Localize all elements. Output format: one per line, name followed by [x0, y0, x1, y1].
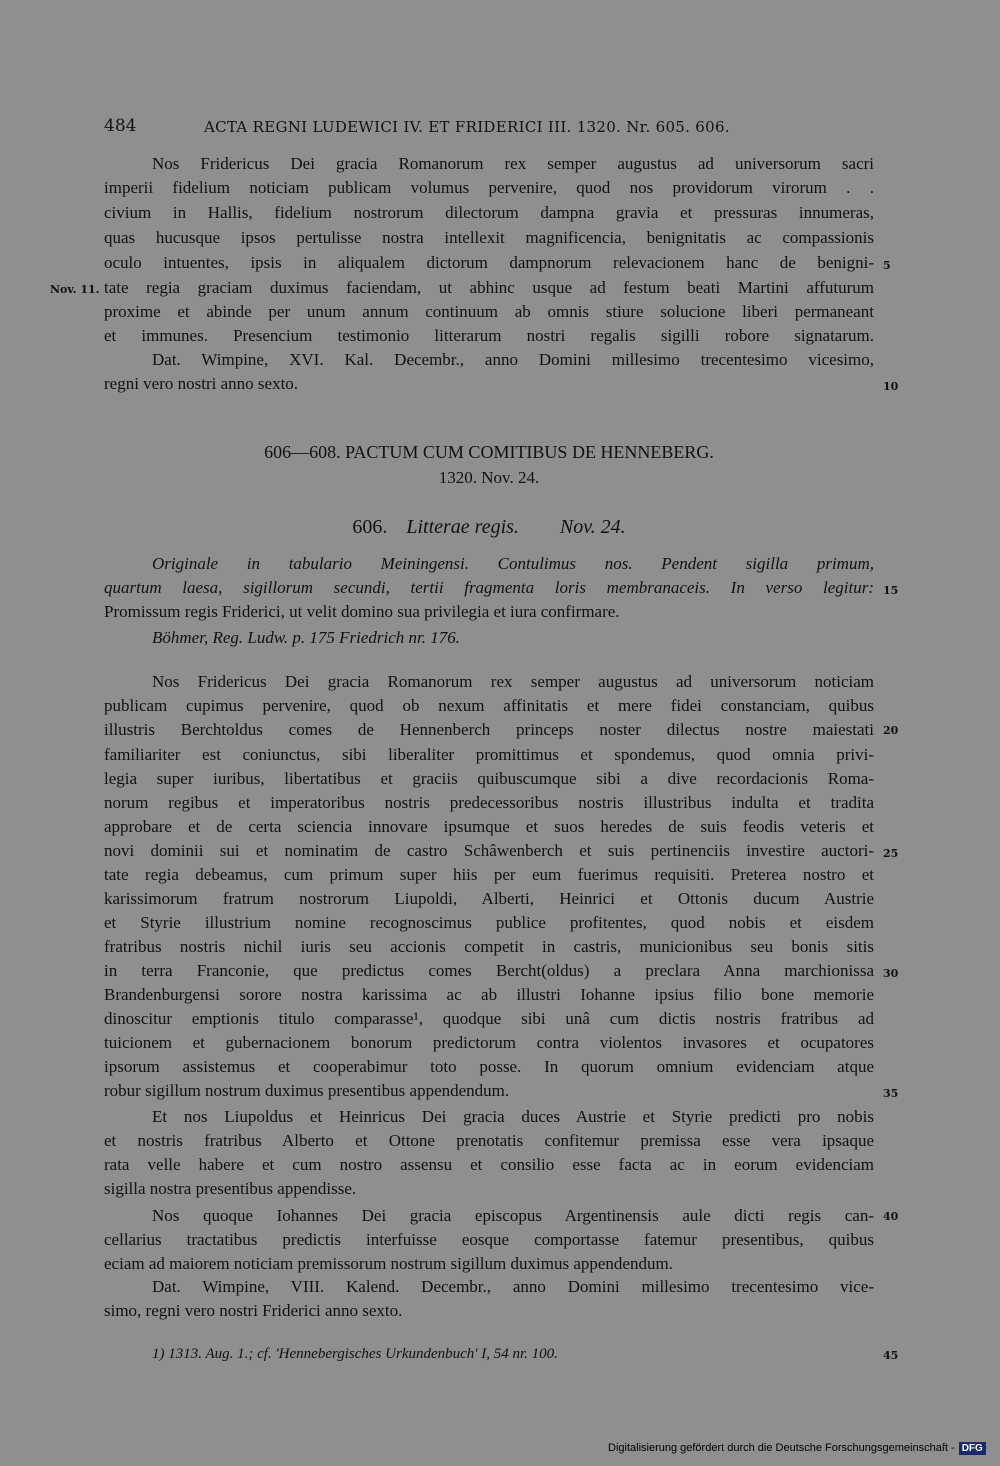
- source-note: Promissum regis Friderici, ut velit domino sua privilegia et iura confirmare.: [104, 602, 620, 621]
- text-line: familiariter est coniunctus, sibi liberaliter promittimus et spondemus, quod omnia privi-: [104, 745, 874, 764]
- doc605-line: Nos Fridericus Dei gracia Romanorum rex semper augustus ad universorum sacri: [152, 154, 874, 173]
- section-title: 606—608. PACTUM CUM COMITIBUS DE HENNEBERG.: [264, 442, 714, 462]
- source-note: Originale in tabulario Meiningensi. Contulimus nos. Pendent sigilla primum,: [152, 554, 874, 573]
- text-line: et nostris fratribus Alberto et Ottone prenotatis confitemur premissa esse vera ipsaque: [104, 1131, 874, 1150]
- text-line: robur sigillum nostrum duximus presentibus appendendum.: [104, 1081, 510, 1100]
- doc606-date: Nov. 24.: [559, 516, 626, 538]
- line-number: 20: [883, 724, 899, 737]
- doc605-dating: regni vero nostri anno sexto.: [104, 374, 299, 393]
- doc606-dating: Dat. Wimpine, VIII. Kalend. Decembr., anno Domini millesimo trecentesimo vice-: [152, 1277, 874, 1296]
- line-number: 5: [883, 259, 891, 272]
- text-line: rata velle habere et cum nostro assensu et consilio esse facta ac in eorum evidenciam: [104, 1155, 874, 1174]
- digitization-credit: [608, 1442, 986, 1455]
- line-number: 45: [883, 1349, 899, 1362]
- text-line: et Styrie illustrium nomine recognoscimus publice profitentes, quod nobis et eisdem: [104, 913, 874, 932]
- text-line: Brandenburgensi sorore nostra karissima ac ab illustri Iohanne ipsius filio bone memorie: [104, 985, 874, 1004]
- text-line: Et nos Liupoldus et Heinricus Dei gracia duces Austrie et Styrie predicti pro nobis: [152, 1107, 874, 1126]
- dfg-logo: DFG: [959, 1442, 986, 1455]
- text-line: fratribus nostris nichil iuris seu accionis competit in castris, municionibus seu bonis sitis: [104, 937, 874, 956]
- doc605-line: et immunes. Presencium testimonio litterarum nostri regalis sigilli robore signatarum.: [104, 326, 874, 345]
- doc606-title: Litterae regis.: [406, 516, 519, 538]
- footnote: 1) 1313. Aug. 1.; cf. 'Hennebergisches Urkundenbuch' I, 54 nr. 100.: [152, 1346, 558, 1362]
- line-number: 30: [883, 967, 899, 980]
- doc605-line: proxime et abinde per unum annum continuum ab omnis stiure solucione liberi permaneant: [104, 302, 874, 321]
- text-line: in terra Franconie, que predictus comes Bercht(oldus) a preclara Anna marchionissa: [104, 961, 874, 980]
- doc605-line: oculo intuentes, ipsis in aliqualem dictorum dampnorum relevacionem hanc de benigni-: [104, 253, 874, 272]
- reference: Böhmer, Reg. Ludw. p. 175 Friedrich nr. 176.: [152, 628, 461, 647]
- source-note: quartum laesa, sigillorum secundi, tertii fragmenta loris membranaceis. In verso legitur:: [104, 578, 874, 597]
- doc606-number: 606.: [352, 516, 388, 538]
- doc605-line: civium in Hallis, fidelium nostrorum dilectorum dampna gravia et pressuras innumeras,: [104, 203, 874, 222]
- text-line: Nos Fridericus Dei gracia Romanorum rex semper augustus ad universorum noticiam: [152, 672, 874, 691]
- text-line: Nos quoque Iohannes Dei gracia episcopus Argentinensis aule dicti regis can-: [152, 1206, 874, 1225]
- text-line: approbare et de certa sciencia innovare ipsumque et suos heredes de suis feodis veteris et: [104, 817, 874, 836]
- text-line: tate regia debeamus, cum primum super hiis per eum fuerimus requisiti. Preterea nostro et: [104, 865, 874, 884]
- doc605-dating: Dat. Wimpine, XVI. Kal. Decembr., anno Domini millesimo trecentesimo vicesimo,: [152, 350, 874, 369]
- margin-date: Nov. 11.: [50, 283, 100, 296]
- text-line: legia super iuribus, libertatibus et graciis quibuscumque sibi a dive recordacionis Roma-: [104, 769, 874, 788]
- text-line: dinoscitur emptionis titulo comparasse¹, quodque sibi unâ cum dictis nostris fratribus ad: [104, 1009, 874, 1028]
- text-line: tuicionem et gubernacionem bonorum predictorum contra violentos invasores et ocupatores: [104, 1033, 874, 1052]
- page-number: 484: [104, 116, 137, 136]
- doc606-heading: [104, 516, 874, 539]
- text-line: karissimorum fratrum nostrorum Liupoldi, Alberti, Heinrici et Ottonis ducum Austrie: [104, 889, 874, 908]
- section-date: 1320. Nov. 24.: [438, 468, 540, 487]
- text-line: norum regibus et imperatoribus nostris predecessoribus nostris illustribus indulta et tradita: [104, 793, 874, 812]
- line-number: 35: [883, 1087, 899, 1100]
- text-line: illustris Berchtoldus comes de Hennenberch princeps noster dilectus nostre maiestati: [104, 720, 874, 739]
- doc605-line: quas hucusque ipsos pertulisse nostra intellexit magnificencia, benignitatis ac compassionis: [104, 228, 874, 247]
- text-line: publicam cupimus pervenire, quod ob nexum affinitatis et mere fidei constanciam, quibus: [104, 696, 874, 715]
- doc605-line: tate regia graciam duximus faciendam, ut abhinc usque ad festum beati Martini affuturum: [104, 278, 874, 297]
- line-number: 40: [883, 1210, 899, 1223]
- line-number: 25: [883, 847, 899, 860]
- line-number: 15: [883, 584, 899, 597]
- text-line: ipsorum assistemus et cooperabimur toto posse. In quorum omnium evidenciam atque: [104, 1057, 874, 1076]
- text-line: eciam ad maiorem noticiam premissorum nostrum sigillum duximus appendendum.: [104, 1254, 673, 1273]
- text-line: cellarius tractatibus predictis interfuisse eosque comportasse fatemur presentibus, quibus: [104, 1230, 874, 1249]
- text-line: sigilla nostra presentibus appendisse.: [104, 1179, 357, 1198]
- text-line: novi dominii sui et nominatim de castro Schâwenberch et suis pertinenciis investire auctori-: [104, 841, 874, 860]
- credit-text: Digitalisierung gefördert durch die Deutsche Forschungsgemeinschaft -: [608, 1442, 955, 1454]
- doc606-dating: simo, regni vero nostri Friderici anno sexto.: [104, 1301, 403, 1320]
- line-number: 10: [883, 380, 899, 393]
- doc605-line: imperii fidelium noticiam publicam volumus pervenire, quod nos providorum virorum . .: [104, 178, 874, 197]
- running-title: ACTA REGNI LUDEWICI IV. ET FRIDERICI III. 1320. Nr. 605. 606.: [204, 118, 730, 136]
